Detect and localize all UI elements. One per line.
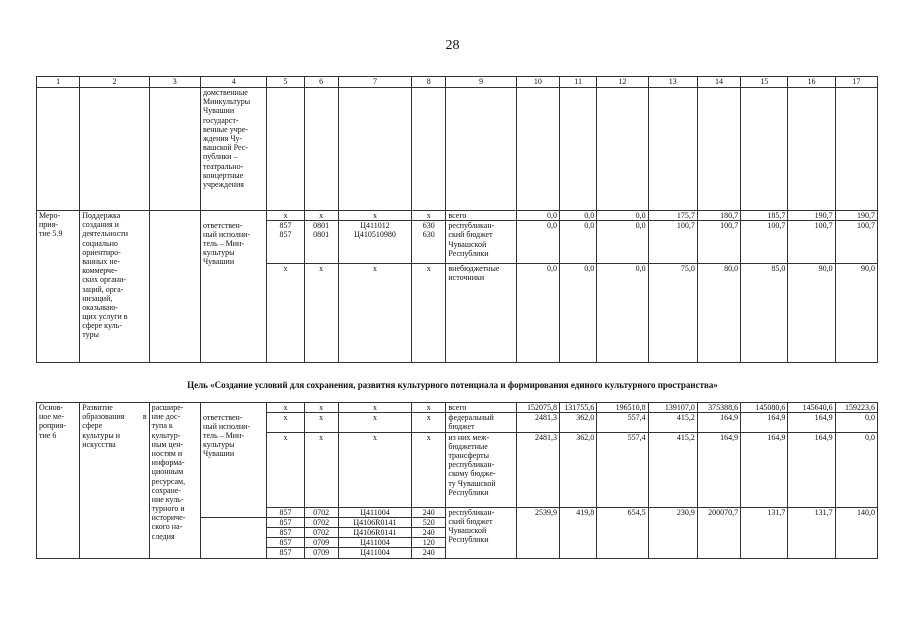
source-label: [446, 221, 516, 264]
text-line: скому бюдже-: [448, 469, 496, 479]
text-line: Чувашии: [202, 449, 235, 459]
om6-code-row: 857 0702 Ц4106R0141 520: [37, 517, 878, 527]
text-line: заций, орга-: [82, 284, 124, 294]
text-line: театрально-: [202, 161, 244, 171]
column-number-15: 15: [741, 77, 788, 88]
om6-republican-row: 857 0702 Ц411004 240 республикан- ский бюджет Чувашской Республики 2539,9 419,8 654,5 230,9 200070,7 131,7 131,7 140,0: [37, 507, 878, 517]
text-line: тие 5.9: [39, 229, 63, 239]
source-label: [446, 432, 516, 507]
text-line: ционным: [151, 467, 184, 477]
text-line: прия-: [39, 220, 58, 230]
column-number-13: 13: [648, 77, 697, 88]
column-number-16: 16: [788, 77, 835, 88]
text-line: ответствен-: [202, 220, 243, 230]
text-line: ный исполни-: [202, 421, 251, 431]
page-number: 28: [445, 38, 460, 53]
text-line: Меро-: [39, 211, 61, 220]
text-line: ждения Чу-: [202, 133, 243, 143]
m59-offbudget-row: x x x x внебюджетные источники 0,0 0,0 0,0 75,0 80,0 85,0 90,0 90,0: [37, 264, 878, 363]
text-line: ответствен-: [202, 412, 243, 422]
source-label: [446, 211, 516, 221]
column-number-12: 12: [597, 77, 648, 88]
text-line: ным цен-: [151, 439, 184, 449]
text-line: республикан-: [448, 507, 495, 517]
text-line: домственные: [202, 88, 248, 97]
text-line: бюджетные: [448, 441, 488, 451]
text-line: республикан-: [448, 460, 495, 470]
text-line: культур-: [151, 430, 181, 440]
text-line: из них меж-: [448, 432, 490, 442]
text-line: всего: [448, 403, 467, 412]
text-line: внебюджетные: [448, 264, 500, 274]
text-line: тель – Мин-: [202, 431, 244, 441]
column-number-1: 1: [37, 77, 80, 88]
column-number-7: 7: [338, 77, 411, 88]
text-line: концертные: [202, 170, 244, 180]
text-line: оказываю-: [82, 302, 118, 312]
text-line: Основ-: [39, 403, 64, 412]
m59-total-row: Меро- прия- тие 5.9 Поддержка создания и деятельности социально ориентиро- ванных не- коммерче- ских органи- заций, орга- низаций, оказываю- щих услуги в сфере куль- туры x x x x всего 0,0 0,0 0,0 175,7 180,7 185,7 190,7 190,7: [37, 211, 878, 221]
text-line: туры: [82, 330, 100, 340]
text-line: коммерче-: [82, 266, 118, 276]
carry-over-row: [37, 88, 878, 211]
text-line: тие 6: [39, 430, 57, 440]
column-number-8: 8: [412, 77, 446, 88]
text-line: федеральный: [448, 413, 494, 423]
text-line: историче-: [151, 513, 186, 523]
text-line: Развитие: [82, 403, 113, 412]
text-line: следия: [151, 531, 175, 541]
text-line: Республики: [448, 248, 489, 258]
text-line: сфере куль-: [82, 321, 122, 331]
text-line: ние куль-: [151, 494, 184, 504]
column-number-17: 17: [835, 77, 877, 88]
text-line: ностям и: [151, 448, 183, 458]
text-line: ное ме-: [39, 412, 65, 422]
text-line: ский бюджет: [448, 516, 493, 526]
om6-code-row: 857 0709 Ц411004 120: [37, 538, 878, 548]
text-line: республикан-: [448, 221, 495, 231]
text-line: культуры и: [82, 430, 121, 440]
text-line: роприя-: [39, 421, 66, 431]
text-line: государст-: [202, 115, 239, 125]
text-line: Чувашской: [448, 239, 487, 249]
text-line: бюджет: [448, 422, 475, 432]
text-line: тупа к: [151, 421, 173, 431]
om6-code-row: 857 0702 Ц4106R0141 240: [37, 527, 878, 537]
text-line: социально: [82, 238, 118, 248]
text-line: Поддержка: [82, 211, 121, 220]
text-line: трансферты: [448, 450, 489, 460]
source-label: [446, 507, 516, 558]
text-line: расшире-: [151, 403, 184, 412]
om6-federal-row: ответствен- ный исполни- тель – Мин- культуры Чувашии x x x x федеральный бюджет 2481,3 362,0 557,4 415,2 164,9 164,9 164,9 0,0: [37, 413, 878, 432]
text-line: низаций,: [82, 293, 113, 303]
om6-name: [80, 403, 149, 559]
text-line: вашской Рес-: [202, 143, 248, 153]
column-number-11: 11: [560, 77, 597, 88]
text-line: ние дос-: [151, 412, 181, 422]
om6-goal: [149, 403, 200, 559]
carry-over-executor-cell: [200, 88, 266, 211]
column-number-10: 10: [516, 77, 559, 88]
text-line: Чувашии: [202, 106, 235, 116]
text-line: культуры: [202, 440, 235, 450]
om6-label: [37, 403, 80, 559]
budget-table-lower: [36, 402, 878, 559]
text-line: ту Чувашской: [448, 478, 496, 488]
source-label: [446, 264, 516, 363]
m59-label: [37, 211, 80, 363]
text-line: деятельности: [82, 229, 129, 239]
text-line: Республики: [448, 487, 489, 497]
column-number-3: 3: [149, 77, 200, 88]
text-line: ресурсам,: [151, 476, 186, 486]
text-line: искусства: [82, 439, 116, 449]
source-label: [446, 413, 516, 432]
budget-table-upper: [36, 76, 878, 363]
column-number-2: 2: [80, 77, 149, 88]
text-line: учреждения: [202, 179, 244, 189]
column-number-row: [37, 77, 878, 88]
om6-total-row: Основ- ное ме- роприя- тие 6 Развитие образования в сфере культуры и искусства расшире- ние дос- тупа к культур- ным цен- ностям и информа- ционным ресурсам, сохране- ние куль- турного и историче- ского на- следия x x x x всего 152075,8 131755,6 196510,8 139107,0 375388,6 145080,6 145640,6 159223,6: [37, 403, 878, 413]
column-number-9: 9: [446, 77, 516, 88]
text-line: создания и: [82, 220, 119, 230]
text-line: Республики: [448, 535, 489, 545]
text-line: турного и: [151, 504, 185, 514]
text-line: венные учре-: [202, 124, 248, 134]
text-line: культуры: [202, 248, 235, 258]
text-line: Чувашии: [202, 257, 235, 267]
om6-code-row: 857 0709 Ц411004 240: [37, 548, 878, 558]
text-line: щих услуги в: [82, 312, 128, 322]
text-line: тель – Мин-: [202, 239, 244, 249]
goal-heading: Цель «Создание условий для сохранения, развития культурного потенциала и формирования единого культурного пространства»: [187, 380, 718, 390]
text-line: Чувашской: [448, 525, 487, 535]
text-line: всего: [448, 211, 467, 220]
column-number-5: 5: [267, 77, 304, 88]
column-number-4: 4: [200, 77, 266, 88]
text-line: публики –: [202, 152, 238, 162]
text-line: информа-: [151, 458, 185, 468]
text-line: Минкультуры: [202, 97, 251, 107]
text-line: источники: [448, 273, 485, 283]
text-line: ский бюджет: [448, 230, 493, 240]
text-line: ского на-: [151, 522, 183, 532]
om6-executor: [200, 413, 266, 518]
text-line: ских органи-: [82, 275, 127, 285]
source-label: [446, 403, 516, 413]
om6-transfers-row: x x x x из них меж- бюджетные трансферты республикан- скому бюдже- ту Чувашской Республики 2481,3 362,0 557,4 415,2 164,9 164,9 164,9 0,0: [37, 432, 878, 507]
text-line: сохране-: [151, 485, 182, 495]
column-number-6: 6: [304, 77, 338, 88]
text-line: ный исполни-: [202, 229, 251, 239]
text-line: ванных не-: [82, 256, 120, 266]
m59-republican-row: ответствен- ный исполни- тель – Мин- культуры Чувашии 857 857 0801 0801 Ц411012 Ц410510980 630 630 республикан- ский бюджет Чувашской Республики 0,0 0,0 0,0 100,7 100,7 100,7 100,7 100,7: [37, 221, 878, 264]
column-number-14: 14: [697, 77, 740, 88]
m59-name: [80, 211, 149, 363]
m59-executor: [200, 221, 266, 363]
text-line: образования в сфере: [82, 412, 147, 431]
text-line: ориентиро-: [82, 247, 121, 257]
